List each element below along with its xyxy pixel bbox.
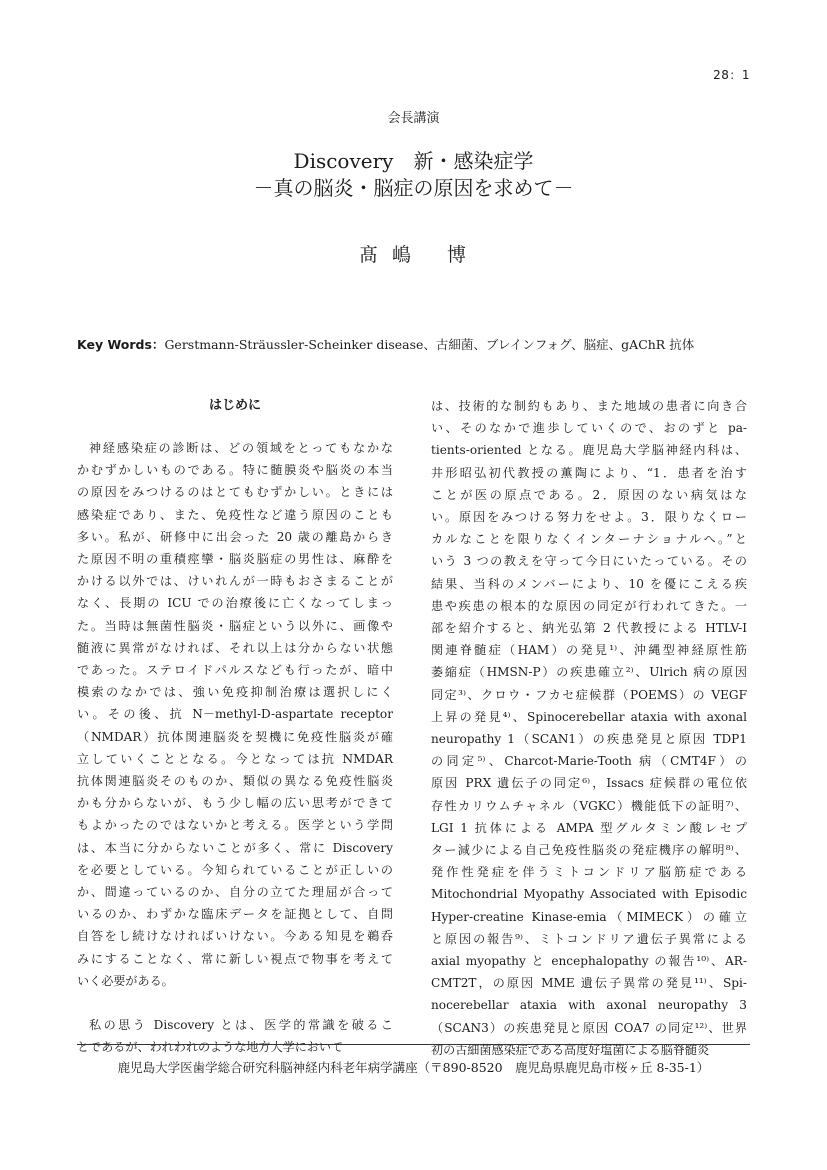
text-line: い。原因をみつける努力をせよ。3．限りなくロー	[431, 510, 747, 525]
text-line: た原因不明の重積痙攣・脳炎脳症の男性は、麻酔を	[77, 552, 393, 567]
text-line: 抗体関連脳炎そのものか、類似の異なる免疫性脳炎	[77, 774, 393, 789]
text-line: ター減少による自己免疫性脳炎の発症機序の解明⁸⁾、	[431, 843, 747, 858]
text-line: か、間違っているのか、自分の立てた理屈が合って	[77, 885, 393, 900]
text-line: 多い。私が、研修中に出会った 20 歳の離島からき	[77, 529, 393, 544]
text-line: とであるが、われわれのような地方大学において	[77, 1040, 344, 1055]
text-line: 髄液に異常がなければ、それ以上は分からない状態	[77, 640, 393, 655]
section-heading: はじめに	[208, 398, 261, 413]
text-line: いく必要がある。	[77, 973, 174, 988]
text-line: を必要としている。今知られていることが正しいの	[77, 862, 393, 877]
text-line: 部を紹介すると、納光弘第 2 代教授による HTLV-I	[431, 621, 747, 636]
text-line: カルなことを限りなくインターナショナルへ。”と	[431, 532, 747, 547]
text-line: 感染症であり、また、免疫性など違う原因のことも	[77, 507, 393, 522]
author-char: 髙	[358, 244, 380, 266]
text-line: Hyper-creatine Kinase-emia（MIMECK）の確立	[431, 909, 747, 924]
text-line: もよかったのではないかと考える。医学という学問	[77, 818, 393, 833]
footer-divider	[77, 1044, 750, 1045]
text-line: た。当時は無菌性脳炎・脳症という以外に、画像や	[77, 618, 393, 633]
text-line: 原因 PRX 遺伝子の同定⁶⁾，Issacs 症候群の電位依	[431, 776, 747, 791]
text-line: CMT2T，の原因 MME 遺伝子異常の発見¹¹⁾、Spi-	[431, 976, 747, 991]
text-line: 患や疾患の根本的な原因の同定が行われてきた。一	[431, 598, 747, 613]
text-line: 存性カリウムチャネル（VGKC）機能低下の証明⁷⁾、	[431, 798, 747, 813]
text-line: 初の古細菌感染症である高度好塩菌による脳脊髄炎	[431, 1042, 710, 1057]
text-line: い。その後、抗 N－methyl-D-aspartate receptor	[77, 707, 393, 722]
right-column-text	[431, 395, 747, 1061]
article-title	[0, 148, 827, 202]
page-number: 28：1	[713, 68, 750, 82]
text-line: は、本当に分からないことが多く、常に Discovery	[77, 840, 393, 855]
text-line: 私の思う Discovery とは、医学的常識を破るこ	[89, 1018, 393, 1033]
text-line: ことが医の原点である。2．原因のない病気はな	[431, 487, 747, 502]
text-line: かける以外では、けいれんが一時もおさまることが	[77, 574, 393, 589]
text-line: 萎縮症（HMSN-P）の疾患確立²⁾、Ulrich 病の原因	[431, 665, 747, 680]
text-line: Mitochondrial Myopathy Associated with Episodic	[431, 887, 747, 902]
text-line: みにすることなく、常に新しい視点で物事を考えて	[77, 951, 393, 966]
text-line: neuropathy 1（SCAN1）の疾患発見と原因 TDP1	[431, 732, 747, 747]
text-line: と原因の報告⁹⁾、ミトコンドリア遺伝子異常による	[431, 931, 747, 946]
author-name	[0, 240, 827, 267]
text-line: は、技術的な制約もあり、また地域の患者に向き合	[431, 399, 747, 413]
text-line: 井形昭弘初代教授の薫陶により、“1．患者を治す	[431, 465, 747, 480]
text-line: いるのか、わずかな臨床データを証拠として、自問	[77, 907, 393, 922]
title-line-2: －真の脳炎・脳症の原因を求めて－	[253, 176, 574, 200]
text-line: 同定³⁾、クロウ・フカセ症候群（POEMS）の VEGF	[431, 687, 747, 702]
author-char: 嶋	[391, 244, 413, 266]
paragraph-1	[77, 437, 393, 992]
text-line: 立していくこととなる。今となっては抗 NMDAR	[77, 751, 393, 766]
paragraph-gap	[77, 992, 393, 1014]
text-line: LGI 1 抗体による AMPA 型グルタミン酸レセプ	[431, 820, 747, 835]
text-line: かむずかしいものである。特に髄膜炎や脳炎の本当	[77, 463, 393, 478]
text-line: 神経感染症の診断は、どの領域をとってもなかな	[89, 441, 393, 455]
text-line: 上昇の発見⁴⁾、Spinocerebellar ataxia with axonal	[431, 709, 747, 724]
text-line: であった。ステロイドパルスなども行ったが、暗中	[77, 663, 393, 678]
paragraph-2	[77, 1014, 393, 1058]
title-line-1: Discovery 新・感染症学	[293, 149, 534, 173]
text-line: （NMDAR）抗体関連脳炎を契機に免疫性脳炎が確	[77, 729, 393, 744]
article-category: 会長講演	[387, 111, 440, 126]
keywords	[77, 335, 757, 353]
text-line: い、そのなかで進歩していくので、おのずと pa-	[431, 421, 747, 436]
footer-affiliation: 鹿児島大学医歯学総合研究科脳神経内科老年病学講座（〒890-8520 鹿児島県鹿児島市桜ヶ丘 8-35-1）	[117, 1060, 710, 1075]
text-line: の同定⁵⁾、Charcot-Marie-Tooth 病（CMT4F）の	[431, 754, 747, 769]
text-line: 自答をし続けなければいけない。今ある知見を鵜呑	[77, 929, 393, 944]
text-line: いう 3 つの教えを守って今日にいたっている。その	[431, 554, 747, 569]
text-line: 関連脊髄症（HAM）の発見¹⁾、沖縄型神経原性筋	[431, 643, 747, 658]
text-line: axial myopathy と encephalopathy の報告¹⁰⁾、AR-	[431, 954, 747, 969]
text-line: かも分からないが、もう少し幅の広い思考ができて	[77, 796, 393, 811]
left-column	[77, 395, 393, 1058]
keywords-text: Gerstmann-Sträussler-Scheinker disease、古細菌、ブレインフォグ、脳症、gAChR 抗体	[164, 337, 695, 352]
author-char: 博	[447, 244, 469, 266]
text-line: の原因をみつけるのはとてもむずかしい。ときには	[77, 485, 393, 500]
text-line: 結果、当科のメンバーにより、10 を優にこえる疾	[431, 576, 747, 591]
text-line: 模索のなかでは、強い免疫抑制治療は選択しにく	[77, 685, 393, 700]
text-line: （SCAN3）の疾患発見と原因 COA7 の同定¹²⁾、世界	[431, 1020, 747, 1035]
right-column	[431, 395, 747, 1061]
text-line: なく、長期の ICU での治療後に亡くなってしまっ	[77, 596, 393, 611]
text-line: 発作性発症を伴うミトコンドリア脳筋症である	[431, 865, 747, 880]
text-line: tients-oriented となる。鹿児島大学脳神経内科は、	[431, 443, 747, 458]
keywords-label: Key Words：	[77, 337, 165, 352]
text-line: nocerebellar ataxia with axonal neuropathy 3	[431, 998, 747, 1013]
